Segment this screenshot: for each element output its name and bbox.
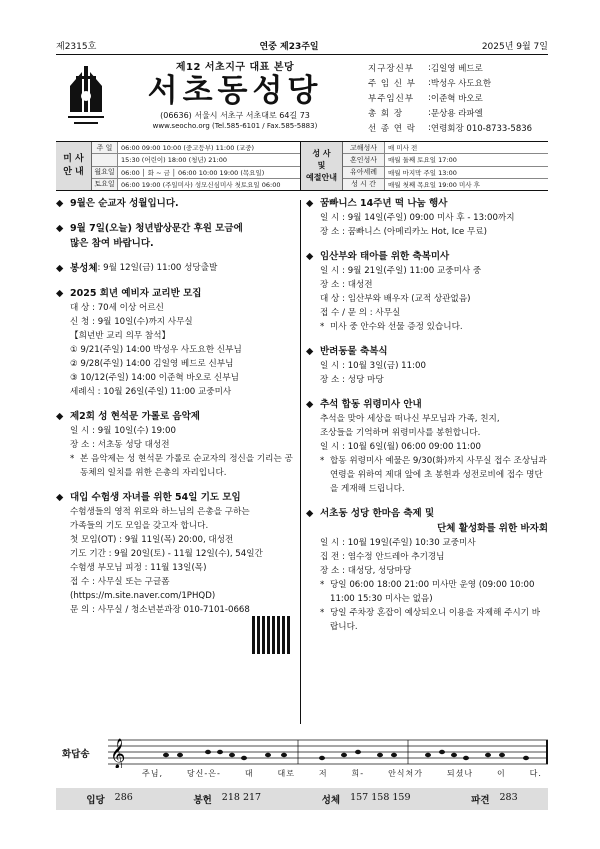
sacrament-row: 유아세례 매월 마지막 주일 13:00 <box>343 167 548 179</box>
mass-row: 주 일 06:00 09:00 10:00 (중고등부) 11:00 (교중) <box>92 142 300 154</box>
diamond-bullet-icon: ◆ <box>306 346 314 357</box>
hymn-communion: 성체 157 158 159 <box>321 792 411 806</box>
staff-row: 지구장신부 : 김일영 베드로 <box>368 62 483 74</box>
diamond-bullet-icon: ◆ <box>56 288 64 299</box>
diamond-bullet-icon: ◆ <box>56 411 64 422</box>
notice-exam-prayer: ◆ 대입 수험생 자녀를 위한 54일 기도 모임 수험생들의 영적 위로와 하느님의 은총을 구하는 가족들의 기도 모임을 갖고자 합니다. 첫 모임(OT) : 9월 11일(목) 20:00, 대성전 기도 기간 : 9월 20일(토) - 11월 12일(수), 54일간 수험생 부모님 피정 : 11월 13일(목) 접 수 : 사무실 또는 구글폼 (https://m.site.naver.com/1PHQD) 문 의 : 사무실 / 청소년분과장 010-7101-0668 <box>56 492 263 615</box>
mass-row: 월요일 06:00 │ 화 ~ 금 │ 06:00 10:00 19:00 (목요일) <box>92 167 300 179</box>
masthead-subtitle: 제12 서초지구 대표 본당 <box>175 62 295 73</box>
left-column <box>56 196 296 627</box>
sacrament-row: 고해성사 매 미사 전 <box>343 142 548 154</box>
hymn-numbers-bar <box>56 788 548 810</box>
staff-row: 부주임신부 : 이준혁 바오로 <box>368 92 483 104</box>
psalm-lyrics: 주님, 당신-은- 대 대로 저 희- 안식처가 되셨나 이 다. <box>142 769 542 778</box>
sacrament-row: 성 시 간 매월 첫째 목요일 19:00 미사 후 <box>343 179 548 190</box>
top-bar <box>56 38 548 52</box>
schedule-table <box>56 141 548 191</box>
parish-name: 서초동성당 <box>147 73 323 109</box>
responsorial-psalm <box>56 732 548 784</box>
diamond-bullet-icon: ◆ <box>306 508 314 519</box>
diamond-bullet-icon: ◆ <box>56 198 64 209</box>
qr-code-icon[interactable] <box>252 616 290 654</box>
parish-logo-icon <box>62 62 110 136</box>
parish-contact[interactable]: www.seocho.org (Tel.585-6101 / Fax.585-5883) <box>152 122 318 130</box>
issue-number: 제2315호 <box>56 41 97 52</box>
staff-row: 선 종 연 락 : 연령회장 010-8733-5836 <box>368 122 533 134</box>
sacrament-row: 혼인성사 매월 둘째 토요일 17:00 <box>343 154 548 166</box>
parish-address: (06636) 서울시 서초구 서초대로 64길 73 <box>160 111 310 120</box>
hymn-offertory: 봉헌 218 217 <box>193 792 262 806</box>
notice-pet-blessing: ◆ 반려동물 축복식 일 시 : 10월 3일(금) 11:00 장 소 : 성당 마당 <box>306 346 426 385</box>
notice-rice-cake: ◆ 꿈빠니스 14주년 떡 나눔 행사 일 시 : 9월 14일(주일) 09:00 미사 후 - 13:00까지 장 소 : 꿈빠니스 (아메리카노 Hot, Ice 무료) <box>306 198 515 237</box>
mass-row: 15:30 (어린이) 18:00 (청년) 21:00 <box>92 154 300 166</box>
psalm-label: 화답송 <box>62 749 90 760</box>
notice-catechumen-class: ◆ 2025 희년 예비자 교리반 모집 대 상 : 70세 이상 어르신 신 청 : 9월 10일(수)까지 사무실 【희년반 교리 의무 참석】 ① 9/21(주일) 14:00 박성우 사도요한 신부님 ② 9/28(주일) 14:00 김일영 베드로 신부님 ③ 10/12(주일) 14:00 이준혁 바오로 신부님 세례식 : 10월 26일(주일) 11:00 교중미사 <box>56 288 242 397</box>
mass-schedule <box>56 142 301 190</box>
top-rule <box>56 54 548 55</box>
notice-pregnancy-blessing: ◆ 임산부와 태아를 위한 축복미사 일 시 : 9월 21일(주일) 11:00 교중미사 중 장 소 : 대성전 대 상 : 임산부와 배우자 (교적 상관없음) 접 수 / 문 의 : 사무실 * 미사 중 안수와 선물 증정 있습니다. <box>306 251 482 332</box>
music-staff-icon <box>108 736 548 768</box>
notice-youth-fundraising: ◆ 9월 7일(오늘) 청년밥상문간 후원 모금에 많은 참여 바랍니다. <box>56 223 243 249</box>
sacrament-heading: 성 사 및 예절안내 <box>301 142 343 190</box>
diamond-bullet-icon: ◆ <box>306 251 314 262</box>
diamond-bullet-icon: ◆ <box>306 399 314 410</box>
diamond-bullet-icon: ◆ <box>306 198 314 209</box>
notice-memorial-mass: ◆ 추석 합동 위령미사 안내 추석을 맞아 세상을 떠나신 부모님과 가족, 친지, 조상들을 기억하며 위령미사를 봉헌합니다. 일 시 : 10월 6일(월) 06:00 09:00 11:00 * 합동 위령미사 예물은 9/30(화)까지 사무실 접수 조상님과 연령을 위하여 제대 앞에 초 봉헌과 성전로비에 접수 명단을 게재해 드립니다. <box>306 399 547 494</box>
staff-row: 주 임 신 부 : 박성우 사도요한 <box>368 77 492 89</box>
mass-schedule-heading: 미 사 안 내 <box>56 142 92 190</box>
issue-date: 2025년 9월 7일 <box>481 41 548 52</box>
sacrament-schedule <box>301 142 548 190</box>
diamond-bullet-icon: ◆ <box>56 492 64 503</box>
notice-festival-bazaar: ◆ 서초동 성당 한마음 축제 및 단체 활성화를 위한 바자회 일 시 : 10월 19일(주일) 10:30 교중미사 집 전 : 염수정 안드레아 추기경님 장 소 : 대성당, 성당마당 * 당일 06:00 18:00 21:00 미사만 운영 (09:00 10:00 11:00 15:30 미사는 없음) * 당일 주차장 혼잡이 예상되오니 이용을 자제해 주시기 바랍니다. <box>306 508 548 632</box>
diamond-bullet-icon: ◆ <box>56 223 64 234</box>
liturgical-week: 연중 제23주일 <box>259 41 319 52</box>
hymn-recessional: 파견 283 <box>471 792 518 806</box>
staff-list <box>368 60 553 135</box>
mass-row: 토요일 06:00 19:00 (주일미사) 성모신심미사 첫토요일 06:00 <box>92 179 300 190</box>
masthead <box>140 58 330 131</box>
right-column <box>306 196 548 644</box>
hymn-entrance: 입당 286 <box>86 792 133 806</box>
staff-row: 총 회 장 : 문상용 라파엘 <box>368 107 483 119</box>
notice-communion-visit: ◆ 봉성체 : 9월 12일(금) 11:00 성당출발 <box>56 263 218 274</box>
announcements <box>56 196 548 726</box>
svg-text:𝄞: 𝄞 <box>110 739 126 768</box>
notice-music-festival: ◆ 제2회 성 현석문 가롤로 음악제 일 시 : 9월 10일(수) 19:00 장 소 : 서초동 성당 대성전 * 본 음악제는 성 현석문 가롤로 순교자의 정신을 기리는 공동체의 일치를 위한 은총의 자리입니다. <box>56 411 293 478</box>
diamond-bullet-icon: ◆ <box>56 263 64 274</box>
notice-martyrs-month: ◆ 9월은 순교자 성월입니다. <box>56 198 179 209</box>
